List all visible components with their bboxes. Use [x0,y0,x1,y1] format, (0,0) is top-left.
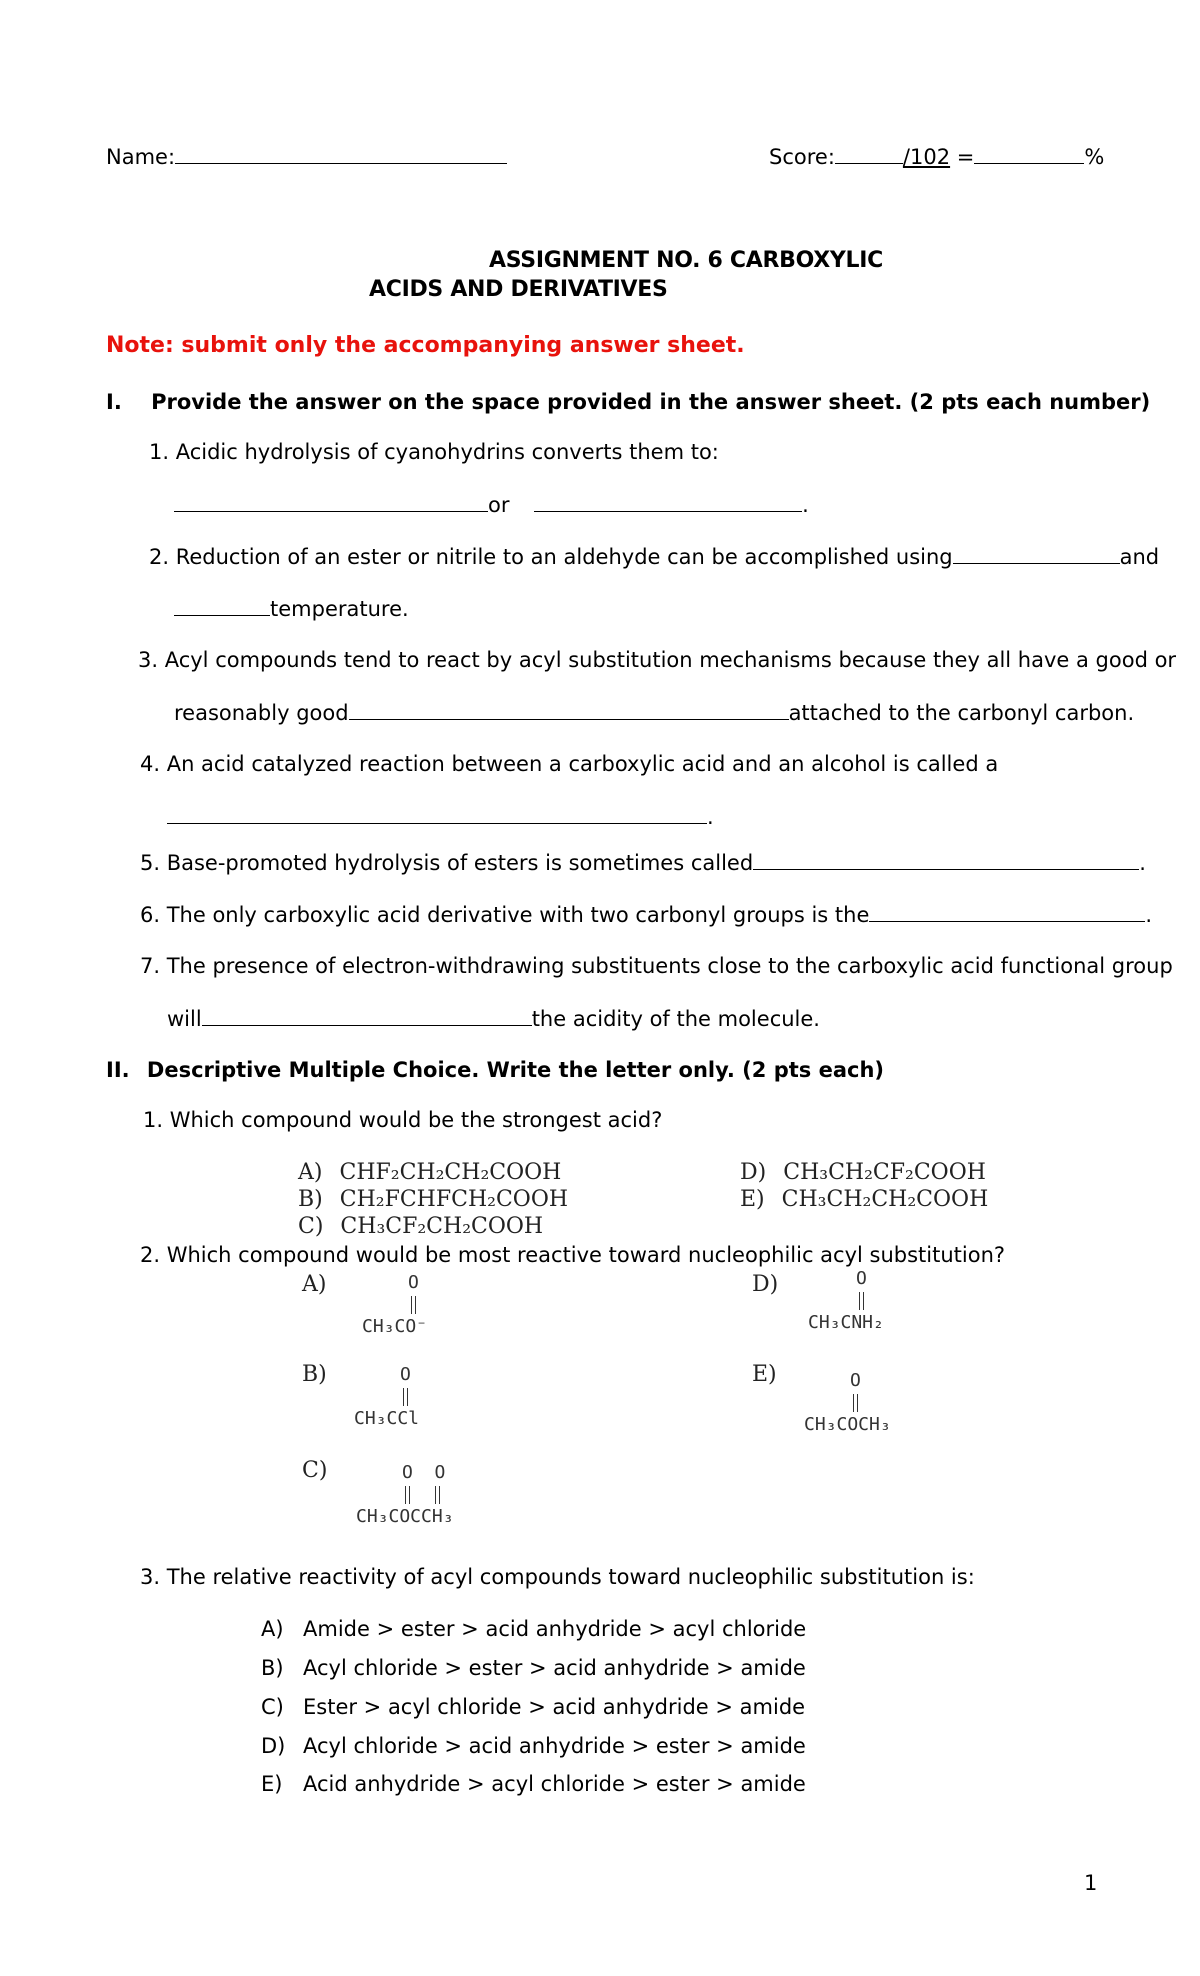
q2-2-option-c-letter: C) [302,1458,328,1483]
option-letter: E) [261,1772,283,1796]
q2-2-option-a-structure [362,1272,472,1342]
q1-5-blank[interactable] [753,849,1139,870]
carbonyl-oxygen: O [408,1272,419,1293]
q2-2-option-d-structure [808,1268,928,1338]
score-field [769,143,1104,170]
percent-sign: % [1084,145,1105,169]
q2-3-option-e [261,1771,806,1797]
name-blank[interactable] [175,143,507,164]
double-bond [405,1486,410,1504]
q1-7-line2-end: the acidity of the molecule. [531,1007,820,1031]
q1-7-blank[interactable] [202,1005,532,1026]
option-text: Amide > ester > acid anhydride > acyl chloride [303,1617,807,1641]
structure-formula: CH₃CNH₂ [808,1312,884,1333]
q1-3-text: 3. Acyl compounds tend to react by acyl substitution mechanisms because they all have a good or [138,648,1177,672]
score-blank[interactable] [835,143,903,164]
q1-3-line2-start: reasonably good [174,701,349,725]
q1-4-answer-line [167,803,714,830]
option-letter: D) [740,1160,767,1185]
structure-formula: CH₃CO⁻ [362,1316,428,1337]
q2-1-option-a [298,1160,561,1186]
q1-3-line-2 [174,699,1134,726]
option-letter: A) [261,1617,284,1641]
q1-1-text: 1. Acidic hydrolysis of cyanohydrins converts them to: [149,440,719,464]
q1-3-line2-end: attached to the carbonyl carbon. [788,701,1135,725]
q2-2-option-b-structure [354,1364,464,1434]
note-text: Note: submit only the accompanying answer sheet. [106,333,745,358]
q1-2-line2: temperature. [270,597,409,621]
option-letter: C) [298,1214,324,1239]
option-letter: A) [298,1160,323,1185]
section-2-numeral: II. [106,1058,130,1082]
score-label: Score: [769,145,835,169]
q1-3-blank[interactable] [349,699,789,720]
q1-5-text: 5. Base-promoted hydrolysis of esters is sometimes called [140,851,754,875]
q2-2-option-a-letter: A) [302,1272,327,1297]
option-formula: CH₃CH₂CH₂COOH [781,1187,989,1212]
q1-2-text: 2. Reduction of an ester or nitrile to an aldehyde can be accomplished using [149,545,953,569]
q2-3-option-d [261,1733,806,1759]
q1-2-blank-b[interactable] [174,595,270,616]
option-letter: B) [298,1187,323,1212]
q1-4-blank[interactable] [167,803,707,824]
option-formula: CHF₂CH₂CH₂COOH [339,1160,562,1185]
q1-1-blank-b[interactable] [534,491,802,512]
carbonyl-oxygens: O O [402,1462,446,1483]
option-text: Acyl chloride > acid anhydride > ester > amide [303,1734,806,1758]
q2-2-option-b-letter: B) [302,1362,327,1387]
q1-5-end: . [1139,851,1146,875]
q2-3-text: 3. The relative reactivity of acyl compounds toward nucleophilic substitution is: [140,1565,975,1589]
section-2-heading-text: Descriptive Multiple Choice. Write the letter only. (2 pts each) [146,1058,884,1082]
q2-1-option-b [298,1187,568,1213]
double-bond [435,1486,440,1504]
double-bond [403,1388,408,1406]
structure-formula: CH₃COCH₃ [804,1414,891,1435]
q1-7-text: 7. The presence of electron-withdrawing substituents close to the carboxylic acid functional group [140,954,1173,978]
q1-2-line-1 [149,543,1159,570]
q1-6-line [140,901,1152,928]
q2-1-option-c [298,1214,543,1240]
q2-1-option-e [740,1187,988,1213]
structure-formula: CH₃COCCH₃ [356,1506,454,1527]
q1-1-end: . [802,493,809,517]
q2-2-option-e-letter: E) [752,1362,777,1387]
q1-2-line-2 [174,595,409,622]
double-bond [853,1394,858,1412]
structure-formula: CH₃CCl [354,1408,420,1429]
q1-6-text: 6. The only carboxylic acid derivative with two carbonyl groups is the [140,903,870,927]
equals-sign: = [956,145,975,169]
option-formula: CH₃CH₂CF₂COOH [783,1160,986,1185]
q1-4-text: 4. An acid catalyzed reaction between a carboxylic acid and an alcohol is called a [140,752,999,776]
q1-6-blank[interactable] [869,901,1145,922]
q2-2-text: 2. Which compound would be most reactive toward nucleophilic acyl substitution? [140,1243,1006,1267]
double-bond [859,1292,864,1310]
q2-2-option-c-structure [356,1462,496,1532]
q2-3-option-c [261,1694,805,1720]
q1-7-line-2 [167,1005,820,1032]
option-text: Ester > acyl chloride > acid anhydride > amide [303,1695,806,1719]
carbonyl-oxygen: O [400,1364,411,1385]
option-letter: D) [261,1734,286,1758]
option-formula: CH₂FCHFCH₂COOH [339,1187,569,1212]
section-1-heading [106,389,1150,415]
q2-3-option-b [261,1655,806,1681]
q1-1-answer-line [174,491,809,518]
percent-blank[interactable] [974,143,1084,164]
title-line-2: ACIDS AND DERIVATIVES [369,277,668,302]
section-1-numeral: I. [106,390,122,414]
option-letter: C) [261,1695,284,1719]
q1-5-line [140,849,1146,876]
q1-2-blank-a[interactable] [953,543,1120,564]
double-bond [411,1296,416,1314]
q1-1-blank-a[interactable] [174,491,488,512]
option-letter: B) [261,1656,284,1680]
q2-2-option-d-letter: D) [752,1272,779,1297]
q1-7-line2-start: will [167,1007,202,1031]
q1-6-end: . [1145,903,1153,927]
carbonyl-oxygen: O [856,1268,867,1289]
option-letter: E) [740,1187,765,1212]
title-line-1: ASSIGNMENT NO. 6 CARBOXYLIC [489,248,883,273]
q2-2-option-e-structure [804,1370,934,1440]
q1-2-end: and [1119,545,1160,569]
name-field [106,143,507,170]
name-label: Name: [106,145,176,169]
section-2-heading [106,1057,884,1083]
score-total: /102 [902,145,951,169]
page-number: 1 [1084,1871,1098,1895]
option-text: Acyl chloride > ester > acid anhydride > amide [303,1656,806,1680]
carbonyl-oxygen: O [850,1370,861,1391]
q2-1-text: 1. Which compound would be the strongest acid? [143,1108,663,1132]
q2-1-option-d [740,1160,986,1186]
q2-3-option-a [261,1616,806,1642]
option-text: Acid anhydride > acyl chloride > ester > amide [303,1772,806,1796]
option-formula: CH₃CF₂CH₂COOH [340,1214,544,1239]
q1-4-end: . [707,805,714,829]
q1-1-or: or [488,493,510,517]
section-1-heading-text: Provide the answer on the space provided in the answer sheet. (2 pts each number) [151,390,1151,414]
